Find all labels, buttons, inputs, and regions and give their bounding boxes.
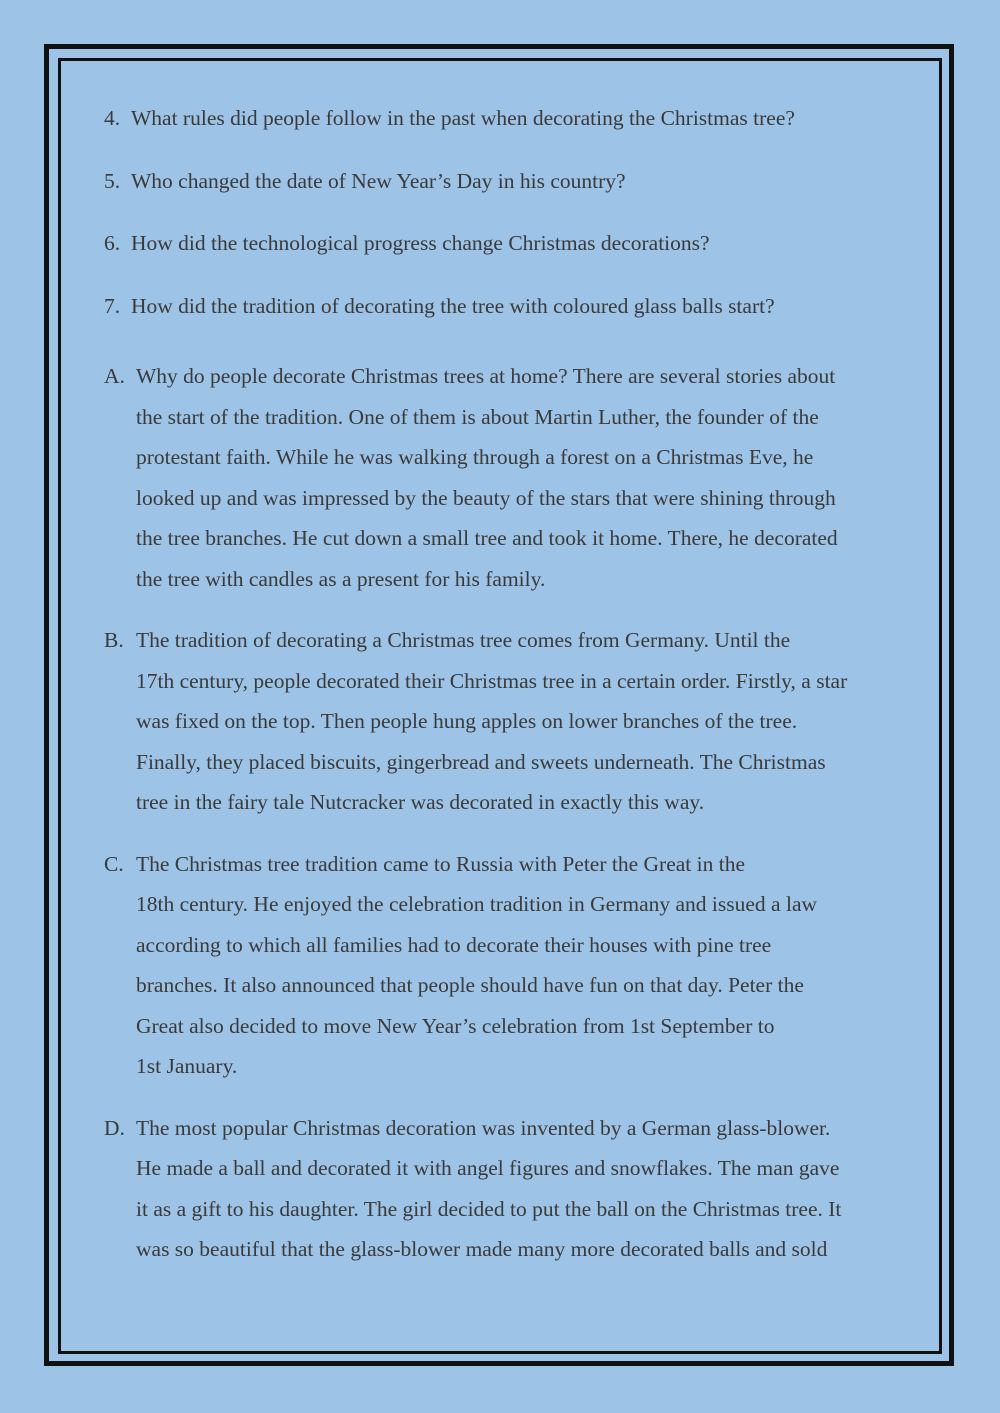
paragraph-line: protestant faith. While he was walking through a forest on a Christmas Eve, he bbox=[136, 445, 814, 469]
paragraph-a bbox=[104, 356, 934, 599]
paragraph-line: 18th century. He enjoyed the celebration tradition in Germany and issued a law bbox=[136, 892, 818, 916]
question-text: What rules did people follow in the past when decorating the Christmas tree? bbox=[131, 106, 795, 130]
paragraph-line: 17th century, people decorated their Christmas tree in a certain order. Firstly, a star bbox=[136, 668, 848, 693]
paragraph-letter: A. bbox=[104, 364, 125, 388]
paragraph-text bbox=[136, 1108, 934, 1270]
question-item bbox=[104, 98, 934, 139]
paragraph-line: it as a gift to his daughter. The girl decided to put the ball on the Christmas tree. It bbox=[136, 1196, 842, 1221]
paragraph-line: Finally, they placed biscuits, gingerbread and sweets underneath. The Christmas bbox=[136, 749, 826, 774]
paragraph-text bbox=[136, 620, 934, 823]
worksheet-content bbox=[104, 98, 934, 1291]
paragraph-line: He made a ball and decorated it with angel figures and snowflakes. The man gave bbox=[136, 1156, 840, 1180]
paragraph-line: the tree branches. He cut down a small tree and took it home. There, he decorated bbox=[136, 526, 838, 550]
question-number: 5. bbox=[104, 168, 121, 193]
paragraph-line: Why do people decorate Christmas trees at home? There are several stories about bbox=[136, 364, 836, 388]
question-item bbox=[104, 223, 934, 264]
paragraph-text bbox=[136, 356, 934, 599]
paragraph-line: according to which all families had to decorate their houses with pine tree bbox=[136, 932, 772, 957]
question-list bbox=[104, 98, 934, 326]
question-number: 7. bbox=[104, 293, 121, 318]
paragraph-d bbox=[104, 1108, 934, 1270]
paragraph-letter: C. bbox=[104, 851, 124, 876]
paragraph-c bbox=[104, 844, 934, 1087]
question-number: 4. bbox=[104, 106, 121, 130]
paragraph-line: The tradition of decorating a Christmas tree comes from Germany. Until the bbox=[136, 628, 791, 652]
paragraph-line: 1st January. bbox=[136, 1054, 238, 1078]
paragraph-line: looked up and was impressed by the beauty of the stars that were shining through bbox=[136, 485, 836, 510]
paragraph-line: was fixed on the top. Then people hung apples on lower branches of the tree. bbox=[136, 709, 798, 733]
question-text: How did the technological progress change Christmas decorations? bbox=[131, 231, 710, 255]
question-item bbox=[104, 161, 934, 202]
paragraph-line: the tree with candles as a present for his family. bbox=[136, 566, 546, 591]
paragraph-text bbox=[136, 844, 934, 1087]
paragraph-line: tree in the fairy tale Nutcracker was decorated in exactly this way. bbox=[136, 790, 705, 814]
paragraph-line: Great also decided to move New Year’s celebration from 1st September to bbox=[136, 1013, 775, 1038]
paragraph-line: The most popular Christmas decoration was invented by a German glass-blower. bbox=[136, 1115, 831, 1140]
question-number: 6. bbox=[104, 231, 121, 255]
question-text: How did the tradition of decorating the tree with coloured glass balls start? bbox=[131, 293, 775, 318]
paragraph-line: The Christmas tree tradition came to Russia with Peter the Great in the bbox=[136, 851, 746, 876]
question-text: Who changed the date of New Year’s Day in his country? bbox=[131, 168, 626, 193]
paragraph-line: branches. It also announced that people should have fun on that day. Peter the bbox=[136, 973, 804, 997]
question-item bbox=[104, 286, 934, 327]
paragraph-line: was so beautiful that the glass-blower made many more decorated balls and sold bbox=[136, 1237, 828, 1261]
paragraph-letter: B. bbox=[104, 628, 124, 652]
paragraph-letter: D. bbox=[104, 1115, 125, 1140]
paragraph-b bbox=[104, 620, 934, 823]
paragraph-line: the start of the tradition. One of them is about Martin Luther, the founder of the bbox=[136, 404, 819, 429]
